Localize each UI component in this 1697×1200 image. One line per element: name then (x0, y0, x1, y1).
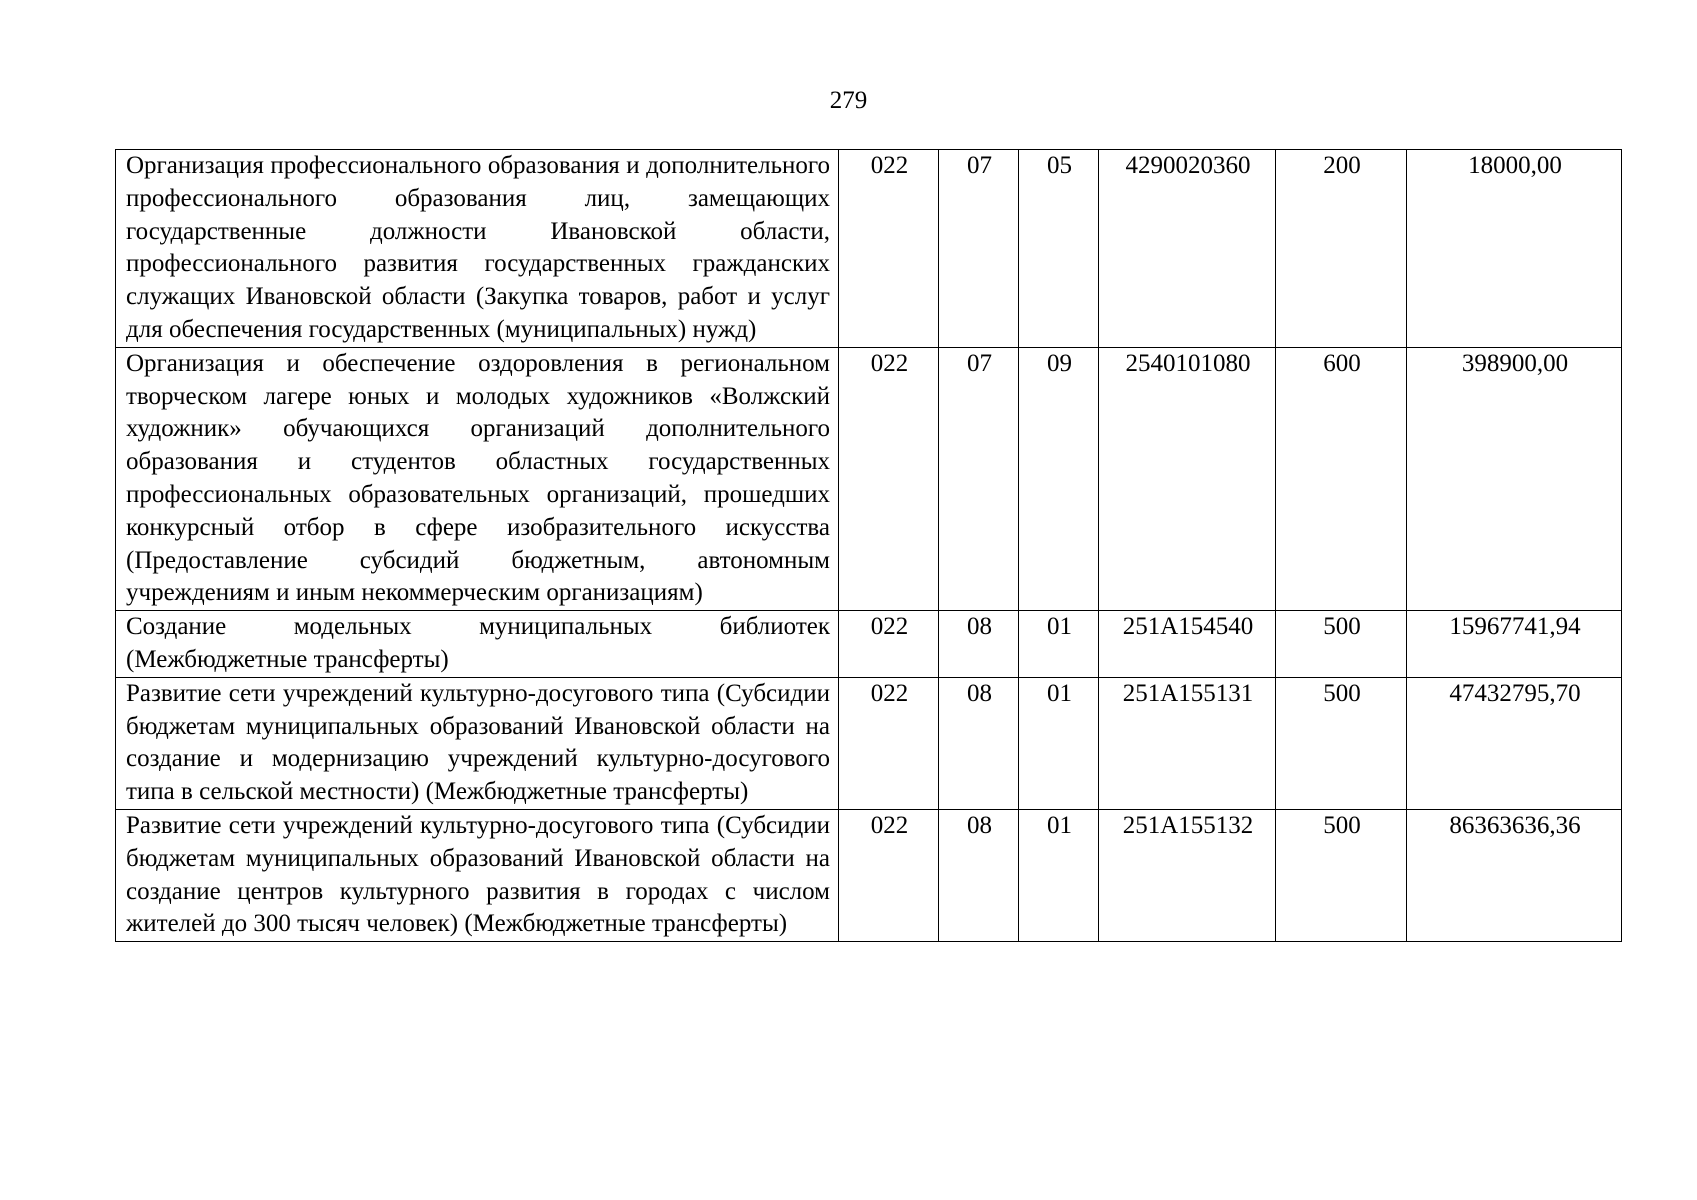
amount-cell: 47432795,70 (1407, 677, 1622, 809)
section-cell: 07 (939, 150, 1019, 348)
expense-name-cell: Организация и обеспечение оздоровления в региональном творческом лагере юных и молодых художников «Волжский художник» обучающихся организаций дополнительного образования и студентов областных государственных профессиональных образовательных организаций, прошедших конкурсный отбор в сфере изобразительного искусства (Предоставление субсидий бюджетным, автономным учреждениям и иным некоммерческим организациям) (116, 347, 839, 610)
section-cell: 08 (939, 809, 1019, 941)
expense-type-cell: 500 (1276, 611, 1407, 678)
amount-cell: 398900,00 (1407, 347, 1622, 610)
expense-type-cell: 500 (1276, 809, 1407, 941)
section-cell: 08 (939, 677, 1019, 809)
target-code-cell: 2540101080 (1099, 347, 1276, 610)
section-cell: 08 (939, 611, 1019, 678)
admin-code-cell: 022 (839, 677, 939, 809)
expense-name-cell: Развитие сети учреждений культурно-досугового типа (Субсидии бюджетам муниципальных образований Ивановской области на создание и модернизацию учреждений культурно-досугового типа в сельской местности) (Межбюджетные трансферты) (116, 677, 839, 809)
admin-code-cell: 022 (839, 347, 939, 610)
admin-code-cell: 022 (839, 150, 939, 348)
target-code-cell: 251А154540 (1099, 611, 1276, 678)
table-row (116, 809, 1622, 941)
expense-name-cell: Создание модельных муниципальных библиотек (Межбюджетные трансферты) (116, 611, 839, 678)
subsection-cell: 01 (1019, 611, 1099, 678)
subsection-cell: 01 (1019, 677, 1099, 809)
amount-cell: 86363636,36 (1407, 809, 1622, 941)
expense-type-cell: 500 (1276, 677, 1407, 809)
expense-type-cell: 600 (1276, 347, 1407, 610)
table-row (116, 347, 1622, 610)
budget-table (115, 149, 1622, 942)
amount-cell: 15967741,94 (1407, 611, 1622, 678)
table-row (116, 677, 1622, 809)
table-row (116, 150, 1622, 348)
subsection-cell: 05 (1019, 150, 1099, 348)
target-code-cell: 251А155131 (1099, 677, 1276, 809)
admin-code-cell: 022 (839, 809, 939, 941)
subsection-cell: 09 (1019, 347, 1099, 610)
page-number: 279 (829, 87, 868, 114)
target-code-cell: 4290020360 (1099, 150, 1276, 348)
subsection-cell: 01 (1019, 809, 1099, 941)
expense-type-cell: 200 (1276, 150, 1407, 348)
admin-code-cell: 022 (839, 611, 939, 678)
table-row (116, 611, 1622, 678)
section-cell: 07 (939, 347, 1019, 610)
amount-cell: 18000,00 (1407, 150, 1622, 348)
expense-name-cell: Развитие сети учреждений культурно-досугового типа (Субсидии бюджетам муниципальных образований Ивановской области на создание центров культурного развития в городах с числом жителей до 300 тысяч человек) (Межбюджетные трансферты) (116, 809, 839, 941)
target-code-cell: 251А155132 (1099, 809, 1276, 941)
expense-name-cell: Организация профессионального образования и дополнительного профессионального образования лиц, замещающих государственные должности Ивановской области, профессионального развития государственных гражданских служащих Ивановской области (Закупка товаров, работ и услуг для обеспечения государственных (муниципальных) нужд) (116, 150, 839, 348)
